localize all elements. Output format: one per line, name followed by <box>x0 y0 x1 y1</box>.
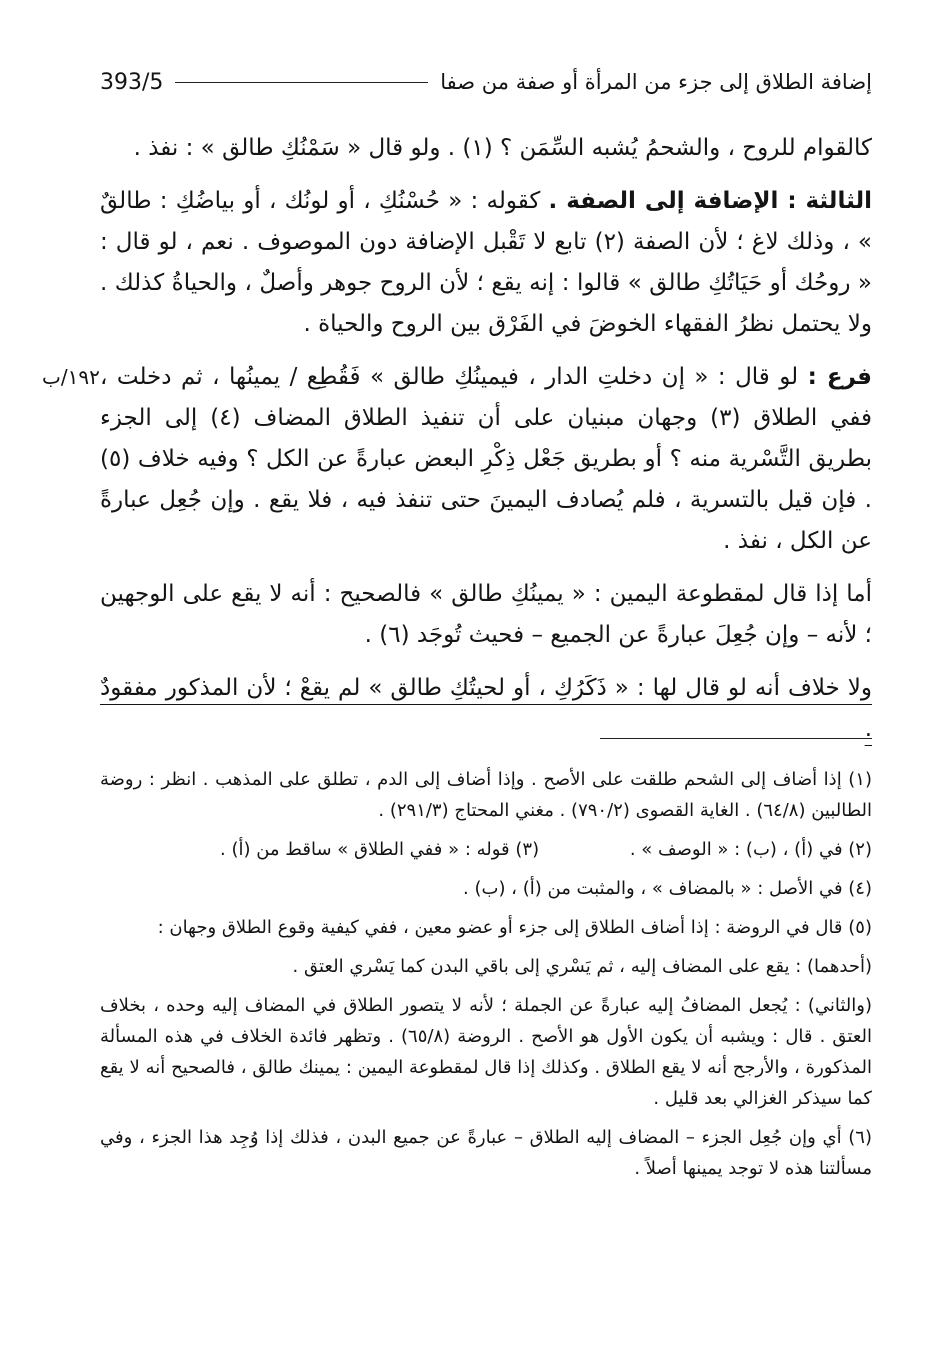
footnote-6: (٦) أي وإن جُعِل الجزء – المضاف إليه الطلاق – عبارةً عن جميع البدن ، فذلك إذا وُجِد هذا الجزء ، وفي مسألتنا هذه لا توجد يمينها أصلاً . <box>100 1127 872 1179</box>
section-heading: الثالثة : الإضافة إلى الصفة . <box>548 188 872 214</box>
branch-heading: فرع : <box>807 364 872 390</box>
main-text <box>42 128 872 750</box>
paragraph-5: ولا خلاف أنه لو قال لها : « ذَكَرُكِ ، أو لحيتُكِ طالق » لم يقعْ ؛ لأن المذكور مفقودٌ . <box>100 675 872 742</box>
paragraph-4: أما إذا قال لمقطوعة اليمين : « يمينُكِ طالق » فالصحيح : أنه لا يقع على الوجهين ؛ لأنه – وإن جُعِلَ عبارةً عن الجميع – فحيث تُوجَد (٦) . <box>100 581 872 648</box>
footnote-row-2-3 <box>100 834 872 865</box>
footnote-5-first: (أحدهما) : يقع على المضاف إليه ، ثم يَسْري إلى باقي البدن كما يَسْري العتق . <box>292 956 872 977</box>
paragraph-3-text: لو قال : « إن دخلتِ الدار ، فيمينُكِ طالق » فَقُطِع / يمينُها ، ثم دخلت ، ففي الطلاق (٣) وجهان مبنيان على أن تنفيذ الطلاق المضاف (٤) إلى الجزء بطريق التَّسْرية منه ؟ أو بطريق جَعْل ذِكْرِ البعض عبارةً عن الكل ؟ وفيه خلاف (٥) . فإن قيل بالتسرية ، فلم يُصادف اليمينَ حتى تنفذ فيه ، فلا يقع . وإن جُعِل عبارةً عن الكل ، نفذ . <box>100 364 872 554</box>
running-header <box>100 62 872 102</box>
footnotes <box>100 764 872 1184</box>
footnote-divider <box>600 738 872 739</box>
footnote-3: (٣) قوله : « ففي الطلاق » ساقط من (أ) . <box>220 839 540 860</box>
footnote-1: (١) إذا أضاف إلى الشحم طلقت على الأصح . وإذا أضاف إلى الدم ، تطلق على المذهب . انظر : روضة الطالبين (٦٤/٨) . الغاية القصوى (٧٩٠/٢) . مغني المحتاج (٢٩١/٣) . <box>100 769 872 821</box>
header-rule <box>175 82 428 83</box>
manuscript-folio-ref: ١٩٢/ب <box>42 365 100 389</box>
footnote-4: (٤) في الأصل : « بالمضاف » ، والمثبت من (أ) ، (ب) . <box>463 878 872 899</box>
paragraph-2-text: كقوله : « حُسْنُكِ ، أو لونُك ، أو بياضُكِ : طالقٌ » ، وذلك لاغ ؛ لأن الصفة (٢) تابع لا تَقْبل الإضافة دون الموصوف . نعم ، لو قال : « روحُك أو حَيَاتُكِ طالق » قالوا : إنه يقع ؛ لأن الروح جوهر وأصلٌ ، والحياةُ كذلك . ولا يحتمل نظرُ الفقهاء الخوضَ في الفَرْق بين الروح والحياة . <box>100 188 872 337</box>
footnote-5-second: (والثاني) : يُجعل المضافُ إليه عبارةً عن الجملة ؛ لأنه لا يتصور الطلاق في المضاف إليه وحده ، بخلاف العتق . قال : ويشبه أن يكون الأول هو الأصح . الروضة (٦٥/٨) . وتظهر فائدة الخلاف في هذه المسألة المذكورة ، والأرجح أنه لا يقع الطلاق . وكذلك إذا قال لمقطوعة اليمين : يمينك طالق ، فالصحيح أنه لا يقع كما سيذكر الغزالي بعد قليل . <box>100 995 872 1109</box>
paragraph-3 <box>42 357 872 562</box>
page-number: 393/5 <box>100 69 164 95</box>
paragraph-2 <box>100 181 872 345</box>
paragraph-1: كالقوام للروح ، والشحمُ يُشبه السِّمَن ؟ (١) . ولو قال « سَمْنُكِ طالق » : نفذ . <box>133 135 872 161</box>
header-title: إضافة الطلاق إلى جزء من المرأة أو صفة من صفا <box>440 70 872 94</box>
footnote-5-intro: (٥) قال في الروضة : إذا أضاف الطلاق إلى جزء أو عضو معين ، ففي كيفية وقوع الطلاق وجهان : <box>157 917 872 938</box>
footnote-2: (٢) في (أ) ، (ب) : « الوصف » . <box>629 839 872 860</box>
